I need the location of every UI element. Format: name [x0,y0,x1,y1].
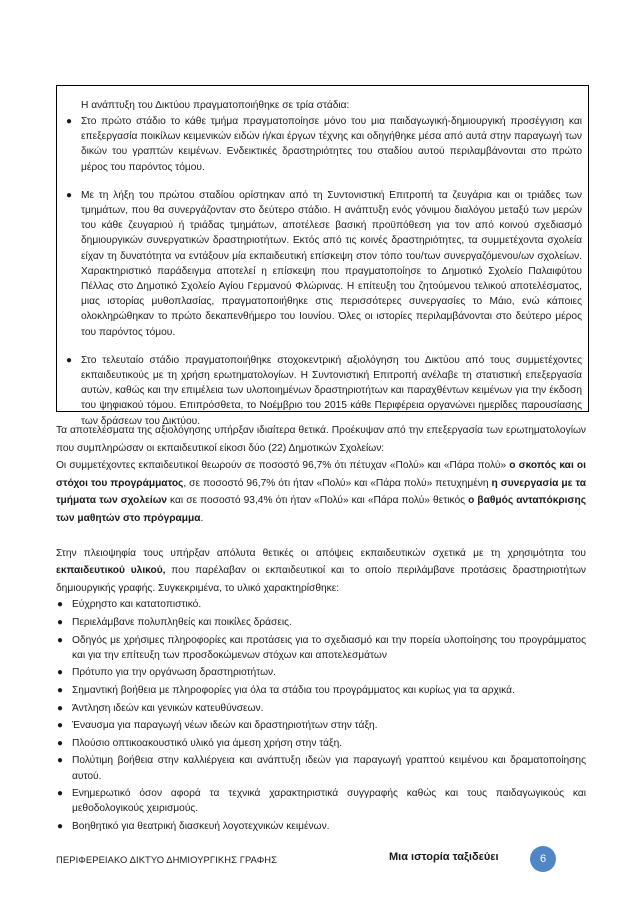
footer-title: Μια ιστορία ταξιδεύει [389,851,499,863]
bullet-icon: ● [66,189,73,201]
list-item: ● Σημαντική βοήθεια με πληροφορίες για όλα τα στάδια του προγράμματος και κυρίως για τα αρχικά. [56,683,586,698]
results-section [56,422,586,836]
bullet-icon: ● [57,820,64,832]
bullet-icon: ● [57,702,64,714]
bullet-icon: ● [66,354,73,366]
list-item: ● Πολύτιμη βοήθεια στην καλλιέργεια και ανάπτυξη ιδεών για παραγωγή γραπτού κειμένου και δραματοποίησης αυτού. [57,755,586,782]
percentages-paragraph: Οι συμμετέχοντες εκπαιδευτικοί θεωρούν σε ποσοστό 96,7% ότι πέτυχαν «Πολύ» και «Πάρα πολύ» ο σκοπός και οι στόχοι του προγράμματος, σε ποσοστό 96,7% ότι ήταν «Πολύ» και «Πάρα πολύ» πετυχημένη η συνεργασία με τα τμήματα των σχολείων και σε ποσοστό 93,4% ότι ήταν «Πολύ» και «Πάρα πολύ» θετικός ο βαθμός ανταπόκρισης των μαθητών στο πρόγραμμα. [56,460,587,524]
list-item: ● Εύχρηστο και κατατοπιστικό. [56,597,586,612]
page-number-badge: 6 [530,846,556,872]
footer-network-name: ΠΕΡΙΦΕΡΕΙΑΚΟ ΔΙΚΤΥΟ ΔΗΜΙΟΥΡΓΙΚΗΣ ΓΡΑΦΗΣ [56,854,278,865]
list-item: ● Ενημερωτικό όσον αφορά τα τεχνικά χαρακτηριστικά συγγραφής καθώς και τους παιδαγωγικούς και μεθοδολογικούς χειρισμούς. [57,788,586,815]
list-item: ● Άντληση ιδεών και γενικών κατευθύνσεων. [56,701,586,716]
list-item: ● Πρότυπο για την οργάνωση δραστηριοτήτων. [56,665,586,680]
bullet-icon: ● [57,720,64,732]
material-paragraph: Στην πλειοψηφία τους υπήρξαν απόλυτα θετικές οι απόψεις εκπαιδευτικών σχετικά με τη χρησιμότητα του εκπαιδευτικού υλικού, που παρέλαβαν οι εκπαιδευτικοί και το οποίο περιλάμβανε προτάσεις δραστηριοτήτων δημιουργικής γραφής. Συγκεκριμένα, το υλικό χαρακτηρίσθηκε: [56,547,586,594]
stage-item: ● Στο τελευταίο στάδιο πραγματοποιήθηκε στοχοκεντρική αξιολόγηση του Δικτύου από τους συμμετέχοντες εκπαιδευτικούς με τη χρήση ερωτηματολογίων. Η Συντονιστική Επιτροπή ανέλαβε τη στατιστική επεξεργασία αυτών, καθώς και την επιμέλεια των υλοποιημένων δραστηριοτήτων και παραχθέντων κειμένων για την έκδοση του ψηφιακού τόμου. Επιπρόσθετα, το Νοέμβριο του 2015 κάθε Περιφέρεια οργανώνει ημερίδες παρουσίασης των δράσεων του Δικτύου. [66,354,582,427]
bullet-icon: ● [57,684,64,696]
stage-item: ● Με τη λήξη του πρώτου σταδίου ορίστηκαν από τη Συντονιστική Επιτροπή τα ζευγάρια και οι τριάδες των τμημάτων, που θα συνεργάζονταν στο δεύτερο στάδιο. Η ανάπτυξη ενός γόνιμου διαλόγου μεταξύ των μερών του κάθε ζευγαριού ή τριάδας τμημάτων, αποτέλεσε βασική προϋπόθεση για τον από κοινού σχεδιασμό δημιουργικών συνεργατικών δραστηριοτήτων. Εκτός από τις κοινές δραστηριότητες, τα συμμετέχοντα σχολεία είχαν τη δυνατότητα να εντάξουν μία εκπαιδευτική επίσκεψη στον τόπο του/των συνεργαζόμενου/ων σχολείων. Χαρακτηριστικό παράδειγμα αποτελεί η επίσκεψη που πραγματοποίησε το Δημοτικό Σχολείο Παλαιφύτου Πέλλας στο Δημοτικό Σχολείο Αγίου Γερμανού Φλώρινας. Η επίτευξη του ζητούμενου τελικού αποτελέσματος, μιας ιστορίας μυθοπλασίας, πραγματοποιήθηκε στις περισσότερες συνεργασίες το Μάιο, ενώ κάποιες ολοκληρώθηκαν το πρώτο δεκαπενθήμερο του Ιουνίου. Όλες οι ιστορίες περιλαμβάνονται στο δεύτερο μέρος του παρόντος τόμου. [66,189,582,338]
list-item: ● Έναυσμα για παραγωγή νέων ιδεών και δραστηριοτήτων στην τάξη. [56,718,586,733]
bullet-icon: ● [57,667,64,679]
bullet-icon: ● [57,599,64,611]
list-item: ● Πλούσιο οπτικοακουστικό υλικό για άμεση χρήση στην τάξη. [56,736,586,751]
stages-list [65,114,582,429]
material-list [56,597,586,834]
stages-intro: Η ανάπτυξη του Δικτύου πραγματοποιήθηκε σε τρία στάδια: [81,100,350,111]
stages-box [56,85,589,427]
bullet-icon: ● [57,737,64,749]
bullet-icon: ● [57,616,64,628]
stage-item: ● Στο πρώτο στάδιο το κάθε τμήμα πραγματοποίησε μόνο του μια παιδαγωγική-δημιουργική προσέγγιση και επεξεργασία ποικίλων κειμενικών ειδών ή/και έργων τέχνης και οδηγήθηκε μέσα από αυτά στην παραγωγή των δικών του γραπτών κειμένων. Ενδεικτικές δραστηριότητες του σταδίου αυτού περιλαμβάνονται στο πρώτο μέρος του παρόντος τόμου. [66,116,582,173]
list-item: ● Περιελάμβανε πολυπληθείς και ποικίλες δράσεις. [56,615,586,630]
bullet-icon: ● [66,116,73,127]
bullet-icon: ● [57,788,64,800]
bullet-icon: ● [57,755,64,767]
bullet-icon: ● [57,634,64,646]
list-item: ● Βοηθητικό για θεατρική διασκευή λογοτεχνικών κειμένων. [56,819,586,834]
spacer [56,528,586,545]
list-item: ● Οδηγός με χρήσιμες πληροφορίες και προτάσεις για το σχεδιασμό και την πορεία υλοποίησης του προγράμματος και για την επίτευξη των προσδοκώμενων στόχων και αποτελεσμάτων [57,634,586,661]
results-paragraph: Τα αποτελέσματα της αξιολόγησης υπήρξαν ιδιαίτερα θετικά. Προέκυψαν από την επεξεργασία των ερωτηματολογίων που συμπληρώσαν οι εκπαιδευτικοί είκοσι δύο (22) Δημοτικών Σχολείων: [56,425,586,454]
